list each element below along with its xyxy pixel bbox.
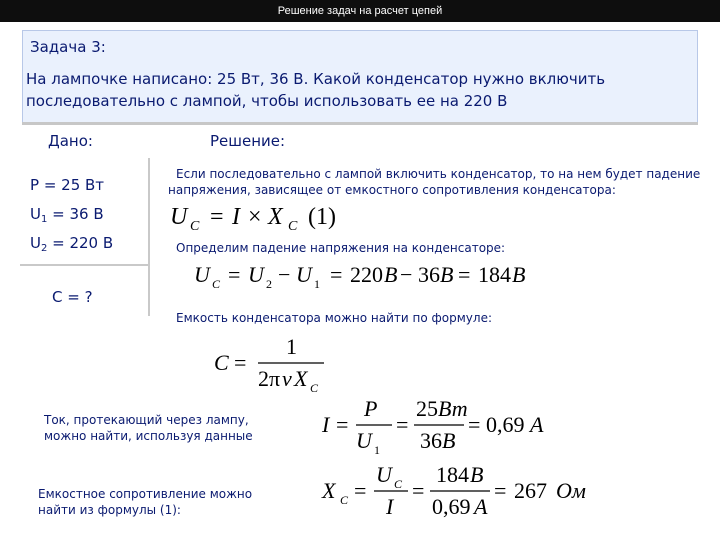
formula-4-num-25: 25 bbox=[416, 396, 438, 421]
given-u1-value: = 36 В bbox=[47, 205, 104, 223]
solution-text-1 bbox=[168, 166, 701, 198]
formula-2-result: 184 bbox=[478, 262, 511, 287]
solution-text-1-line-2: напряжения, зависящее от емкостного сопротивления конденсатора: bbox=[168, 183, 616, 197]
formula-5 bbox=[318, 462, 598, 526]
solution-heading: Решение: bbox=[210, 132, 286, 150]
slide-title: Решение задач на расчет цепей bbox=[277, 5, 443, 17]
formula-5-unit-a: А bbox=[474, 494, 488, 519]
formula-4-i: I bbox=[322, 412, 330, 437]
formula-2-eq1: = bbox=[228, 262, 241, 287]
formula-2 bbox=[190, 256, 560, 292]
formula-3-two-pi: 2π bbox=[258, 366, 281, 391]
given-separator bbox=[20, 264, 148, 266]
formula-2-value-36: 36 bbox=[418, 262, 440, 287]
formula-1-times: × bbox=[248, 204, 262, 230]
formula-2-unit-2: B bbox=[440, 262, 454, 287]
formula-3-nu: ν bbox=[282, 366, 292, 391]
solution-text-4-line-2: можно найти, используя данные bbox=[44, 429, 253, 443]
formula-5-eq3: = bbox=[494, 478, 507, 503]
formula-3-equals: = bbox=[234, 350, 247, 375]
formula-4-unit-a: А bbox=[530, 412, 544, 437]
formula-2-value-220: 220 bbox=[350, 262, 383, 287]
task-text bbox=[26, 68, 696, 112]
formula-4-unit-w: Вт bbox=[438, 396, 468, 421]
formula-2-sub-1: 1 bbox=[314, 277, 320, 291]
formula-3-numerator: 1 bbox=[286, 334, 297, 359]
formula-5-unit-ohm: Ом bbox=[556, 478, 586, 503]
formula-1-u: U bbox=[170, 204, 188, 230]
task-text-line-1: На лампочке написано: 25 Вт, 36 В. Какой конденсатор нужно включить bbox=[26, 70, 606, 88]
given-u2-value: = 220 В bbox=[47, 234, 114, 252]
formula-5-uc-sub: C bbox=[394, 477, 403, 491]
formula-5-x: X bbox=[322, 478, 336, 503]
formula-1-x: X bbox=[268, 204, 283, 230]
formula-5-unit-v: В bbox=[470, 462, 484, 487]
given-u2 bbox=[30, 234, 113, 254]
formula-1-equals: = bbox=[210, 204, 224, 230]
formula-2-u2: U bbox=[248, 262, 264, 287]
task-box-shadow bbox=[22, 122, 698, 125]
formula-2-unit-1: B bbox=[384, 262, 398, 287]
formula-5-den-069: 0,69 bbox=[432, 494, 471, 519]
formula-5-i: I bbox=[386, 494, 394, 519]
given-heading: Дано: bbox=[48, 132, 93, 150]
solution-text-5 bbox=[38, 486, 252, 518]
formula-4-u: U bbox=[356, 428, 372, 453]
slide-title-bar bbox=[0, 0, 720, 22]
solution-text-4-line-1: Ток, протекающий через лампу, bbox=[44, 413, 249, 427]
given-u1-subscript: 1 bbox=[40, 214, 48, 225]
task-text-line-2: последовательно с лампой, чтобы использовать ее на 220 В bbox=[26, 92, 508, 110]
formula-5-num-184: 184 bbox=[436, 462, 469, 487]
formula-4-unit-v: В bbox=[442, 428, 456, 453]
task-title: Задача 3: bbox=[30, 38, 106, 56]
formula-3-c-sub: C bbox=[310, 381, 319, 395]
formula-5-eq2: = bbox=[412, 478, 425, 503]
formula-1-i: I bbox=[232, 204, 240, 230]
formula-2-minus1: − bbox=[278, 262, 291, 287]
formula-3 bbox=[210, 334, 340, 398]
formula-1-xc-sub: C bbox=[288, 219, 298, 234]
formula-4-den-36: 36 bbox=[420, 428, 442, 453]
formula-5-eq1: = bbox=[354, 478, 367, 503]
formula-2-unit-3: B bbox=[512, 262, 526, 287]
solution-text-4 bbox=[44, 412, 253, 444]
given-u1-symbol: U bbox=[30, 205, 41, 223]
formula-4 bbox=[318, 396, 558, 460]
formula-2-minus2: − bbox=[400, 262, 413, 287]
column-divider bbox=[148, 158, 150, 316]
formula-5-c-sub: C bbox=[340, 493, 349, 507]
formula-2-c-sub: C bbox=[212, 277, 221, 291]
given-u2-symbol: U bbox=[30, 234, 41, 252]
formula-4-p: P bbox=[364, 396, 378, 421]
formula-4-eq2: = bbox=[396, 412, 409, 437]
solution-text-1-line-1: Если последовательно с лампой включить конденсатор, то на нем будет падение bbox=[176, 167, 701, 181]
given-u2-subscript: 2 bbox=[40, 243, 48, 254]
formula-4-eq1: = bbox=[336, 412, 349, 437]
solution-text-5-line-2: найти из формулы (1): bbox=[38, 503, 181, 517]
formula-1-label: (1) bbox=[308, 204, 336, 230]
formula-4-eq3: = bbox=[468, 412, 481, 437]
formula-2-u1: U bbox=[296, 262, 312, 287]
given-u1 bbox=[30, 205, 104, 225]
formula-3-x: X bbox=[294, 366, 308, 391]
formula-1-c-sub: C bbox=[190, 219, 200, 234]
given-power: P = 25 Вт bbox=[30, 176, 105, 194]
solution-text-5-line-1: Емкостное сопротивление можно bbox=[38, 487, 253, 501]
formula-2-eq3: = bbox=[458, 262, 471, 287]
formula-2-u: U bbox=[194, 262, 210, 287]
formula-3-c: C bbox=[214, 350, 229, 375]
solution-text-2: Определим падение напряжения на конденсаторе: bbox=[176, 241, 506, 255]
formula-5-u: U bbox=[376, 462, 392, 487]
formula-5-result: 267 bbox=[514, 478, 547, 503]
solution-text-3: Емкость конденсатора можно найти по формуле: bbox=[176, 311, 493, 325]
formula-2-sub-2: 2 bbox=[266, 277, 272, 291]
formula-4-sub-1: 1 bbox=[374, 443, 380, 457]
formula-4-result: 0,69 bbox=[486, 412, 525, 437]
formula-1 bbox=[168, 198, 368, 234]
unknown-c: C = ? bbox=[52, 288, 93, 306]
formula-2-eq2: = bbox=[330, 262, 343, 287]
